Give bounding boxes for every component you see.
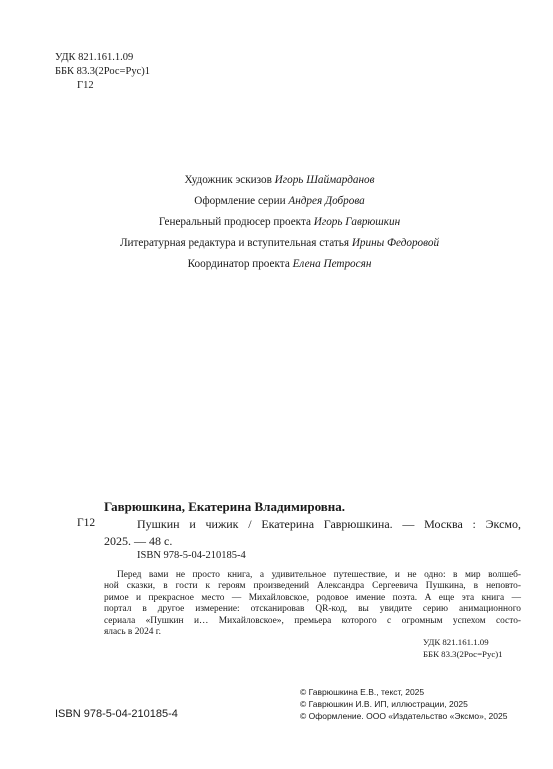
credit-role: Координатор проекта [187, 258, 290, 270]
bibliography-heading: Гаврюшкина, Екатерина Владимировна. [104, 499, 346, 514]
credit-name: Игорь Гаврюшкин [313, 216, 401, 228]
bibliography-year-line: 2025. — 48 с. [104, 534, 173, 548]
credit-line-producer [6, 212, 553, 233]
credit-name: Андрея Доброва [288, 195, 365, 207]
credit-line-series-design [6, 191, 553, 212]
annotation-line: Перед вами не просто книга, а удивительное путешествие, и не одно: в мир волшеб- [117, 570, 521, 580]
annotation-paragraph [104, 570, 521, 638]
credit-role: Генеральный продюсер проекта [158, 216, 311, 228]
annotation-line: ной сказки, в гости к героям произведений Александра Сергеевича Пушкина, в неповто- [104, 581, 521, 592]
copyright-line: © Гаврюшкин И.В. ИП, иллюстрации, 2025 [300, 699, 468, 709]
annotation-line: сериала «Пушкин и… Михайловское», премьера которого с огромным успехом состо- [104, 615, 521, 626]
credit-role: Художник эскизов [184, 174, 272, 186]
credit-role: Литературная редактура и вступительная статья [119, 237, 350, 249]
credit-role: Оформление серии [194, 195, 286, 207]
annotation-line: ялась в 2024 г. [104, 627, 161, 638]
bibliography-author-mark: Г12 [77, 517, 96, 529]
bibliography-udk: УДК 821.161.1.09 [423, 637, 489, 647]
credit-name: Елена Петросян [292, 258, 372, 270]
copyright-line: © Гаврюшкина Е.В., текст, 2025 [300, 687, 425, 697]
footer-isbn: ISBN 978-5-04-210185-4 [55, 708, 178, 720]
credit-line-coordinator [6, 254, 553, 275]
copyright-block [300, 686, 507, 722]
credit-name: Ирины Федоровой [351, 237, 440, 249]
copyright-line: © Оформление. ООО «Издательство «Эксмо», 2025 [300, 711, 508, 721]
annotation-line: портал в другое измерение: отсканировав QR-код, вы увидите серию анимационного [104, 604, 521, 615]
bibliography-isbn: ISBN 978-5-04-210185-4 [137, 550, 246, 561]
bibliography-bbk: ББК 83.3(2Рос=Рус)1 [423, 649, 503, 659]
author-mark: Г12 [77, 80, 94, 91]
credits-block [0, 170, 553, 275]
credit-line-sketch-artist [6, 170, 553, 191]
bbk-code: ББК 83.3(2Рос=Рус)1 [55, 66, 150, 77]
credit-line-literary-editor [6, 233, 553, 254]
credit-name: Игорь Шаймарданов [274, 174, 375, 186]
annotation-line: римое и прекрасное место — Михайловское, родовое имение поэта. А еще эта книга — [104, 592, 521, 603]
bibliography-title-line: Пушкин и чижик / Екатерина Гаврюшкина. — Москва : Эксмо, [137, 517, 521, 531]
udk-code: УДК 821.161.1.09 [55, 52, 134, 63]
